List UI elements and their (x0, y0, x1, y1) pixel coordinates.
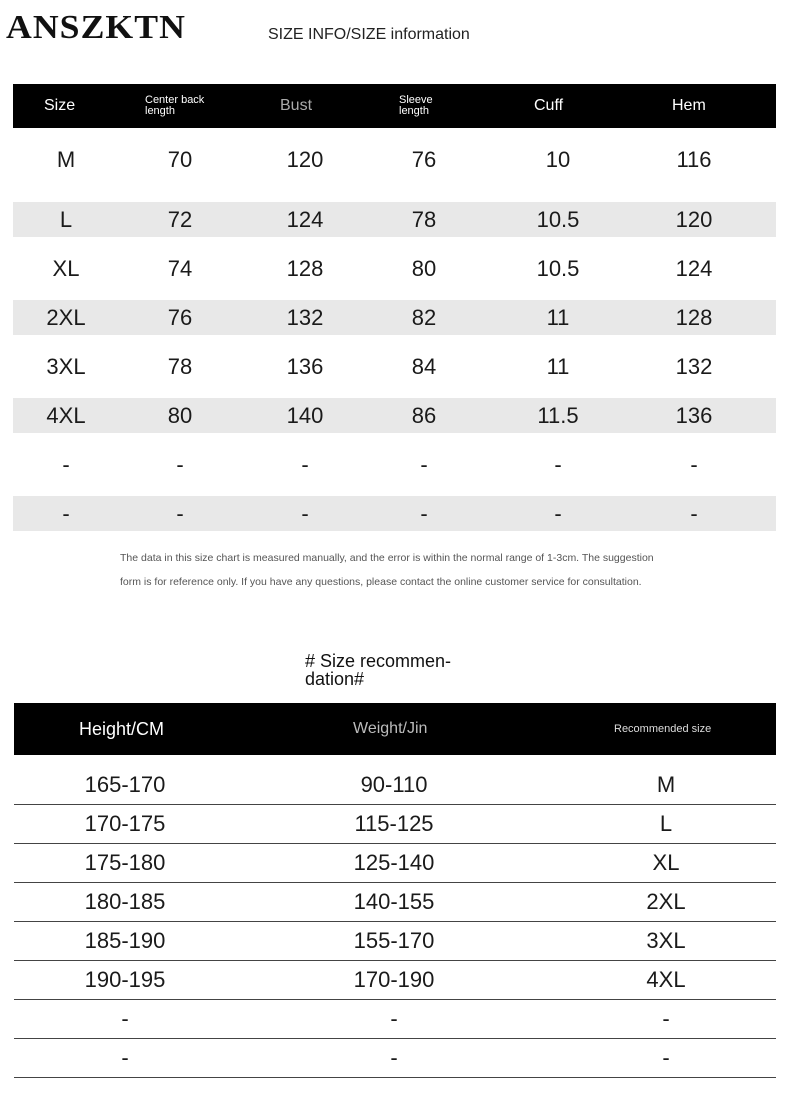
recommendation-cell: L (659, 811, 673, 836)
size-cell: M (56, 147, 76, 172)
recommendation-cell: 190-195 (84, 967, 166, 992)
size-cell: 116 (676, 147, 712, 172)
recommendation-cell: - (390, 1006, 398, 1031)
size-cell: XL (52, 256, 80, 281)
recommendation-row (14, 1039, 776, 1078)
size-cell: 128 (286, 256, 324, 281)
size-cell: - (62, 452, 70, 477)
size-recommendation-table (14, 703, 776, 1078)
size-cell: 2XL (46, 305, 86, 330)
size-row (13, 337, 776, 386)
size-chart-header (13, 84, 776, 128)
size-cell: 76 (411, 147, 437, 172)
size-cell: 124 (286, 207, 324, 232)
recommendation-cell: - (662, 1006, 670, 1031)
recommendation-cell: 140-155 (353, 889, 435, 914)
size-cell: 136 (675, 403, 713, 428)
size-row (13, 435, 776, 484)
size-cell: - (176, 501, 184, 526)
size-cell: 80 (411, 256, 437, 281)
size-cell: - (690, 452, 698, 477)
recommendation-cell: 4XL (646, 967, 686, 992)
size-row (13, 386, 776, 435)
recommendation-row (14, 883, 776, 922)
size-cell: 136 (286, 354, 324, 379)
header-bust: Bust (280, 97, 313, 114)
size-cell: 86 (411, 403, 437, 428)
recommendation-cell: - (662, 1045, 670, 1070)
recommendation-cell: XL (652, 850, 680, 875)
size-row (13, 239, 776, 288)
size-cell: 120 (286, 147, 324, 172)
size-row (13, 190, 776, 239)
size-cell: 78 (167, 354, 193, 379)
header-hem: Hem (672, 97, 706, 114)
recommendation-row (14, 1000, 776, 1039)
header-center-back-length: Center back length (145, 94, 205, 117)
size-cell: 80 (167, 403, 193, 428)
header-height: Height/CM (79, 718, 165, 739)
size-cell: - (301, 501, 309, 526)
recommendation-header (14, 703, 776, 755)
size-cell: 72 (167, 207, 193, 232)
size-cell: - (420, 452, 428, 477)
size-cell: 11.5 (537, 403, 579, 428)
size-cell: - (176, 452, 184, 477)
recommendation-cell: 170-190 (353, 967, 435, 992)
size-cell: - (554, 501, 562, 526)
size-cell: 84 (411, 354, 437, 379)
size-cell: 132 (675, 354, 713, 379)
size-cell: 78 (411, 207, 437, 232)
recommendation-cell: - (121, 1045, 129, 1070)
header-recommended-size: Recommended size (614, 723, 712, 735)
size-cell: 4XL (46, 403, 86, 428)
recommendation-cell: 155-170 (353, 928, 435, 953)
size-cell: 10.5 (536, 256, 580, 281)
size-cell: 70 (167, 147, 193, 172)
size-cell: 124 (675, 256, 713, 281)
size-cell: 3XL (46, 354, 86, 379)
size-cell: - (420, 501, 428, 526)
size-row (13, 484, 776, 533)
size-row (13, 128, 776, 190)
recommendation-cell: 125-140 (353, 850, 435, 875)
size-cell: 128 (675, 305, 713, 330)
recommendation-cell: 165-170 (84, 772, 166, 797)
size-cell: 120 (675, 207, 713, 232)
recommendation-row (14, 961, 776, 1000)
size-cell: 140 (286, 403, 324, 428)
recommendation-cell: 175-180 (84, 850, 166, 875)
recommendation-cell: - (121, 1006, 129, 1031)
size-chart-table (13, 84, 776, 533)
recommendation-cell: 180-185 (84, 889, 166, 914)
recommendation-cell: M (656, 772, 676, 797)
size-cell: 74 (167, 256, 193, 281)
recommendation-row (14, 844, 776, 883)
size-cell: L (59, 207, 73, 232)
recommendation-cell: 2XL (646, 889, 686, 914)
size-cell: 76 (167, 305, 193, 330)
recommendation-row (14, 922, 776, 961)
recommendation-cell: 185-190 (84, 928, 166, 953)
size-cell: - (554, 452, 562, 477)
recommendation-cell: - (390, 1045, 398, 1070)
recommendation-cell: 170-175 (84, 811, 166, 836)
recommendation-cell: 90-110 (360, 772, 428, 797)
size-cell: 10 (545, 147, 571, 172)
size-cell: 82 (411, 305, 437, 330)
size-cell: - (301, 452, 309, 477)
brand-logo: ANSZKTN (6, 9, 186, 46)
header-size: Size (44, 97, 76, 114)
recommendation-cell: 115-125 (354, 811, 434, 836)
size-cell: 11 (546, 354, 570, 379)
header-sleeve-length: Sleeve length (399, 94, 433, 117)
size-cell: 10.5 (536, 207, 580, 232)
disclaimer-line-1: The data in this size chart is measured manually, and the error is within the normal range of 1-3cm. The suggestion (120, 552, 654, 564)
header-weight: Weight/Jin (353, 720, 428, 737)
size-cell: - (690, 501, 698, 526)
size-cell: 132 (286, 305, 324, 330)
recommendation-row (14, 805, 776, 844)
disclaimer-line-2: form is for reference only. If you have any questions, please contact the online customer service for consultation. (120, 576, 642, 588)
header-cuff: Cuff (534, 97, 564, 114)
size-cell: 11 (546, 305, 570, 330)
size-row (13, 288, 776, 337)
size-cell: - (62, 501, 70, 526)
recommendation-row (14, 755, 776, 805)
recommendation-title: # Size recommen- dation# (305, 651, 452, 689)
page-title: SIZE INFO/SIZE information (268, 26, 470, 43)
recommendation-cell: 3XL (646, 928, 686, 953)
